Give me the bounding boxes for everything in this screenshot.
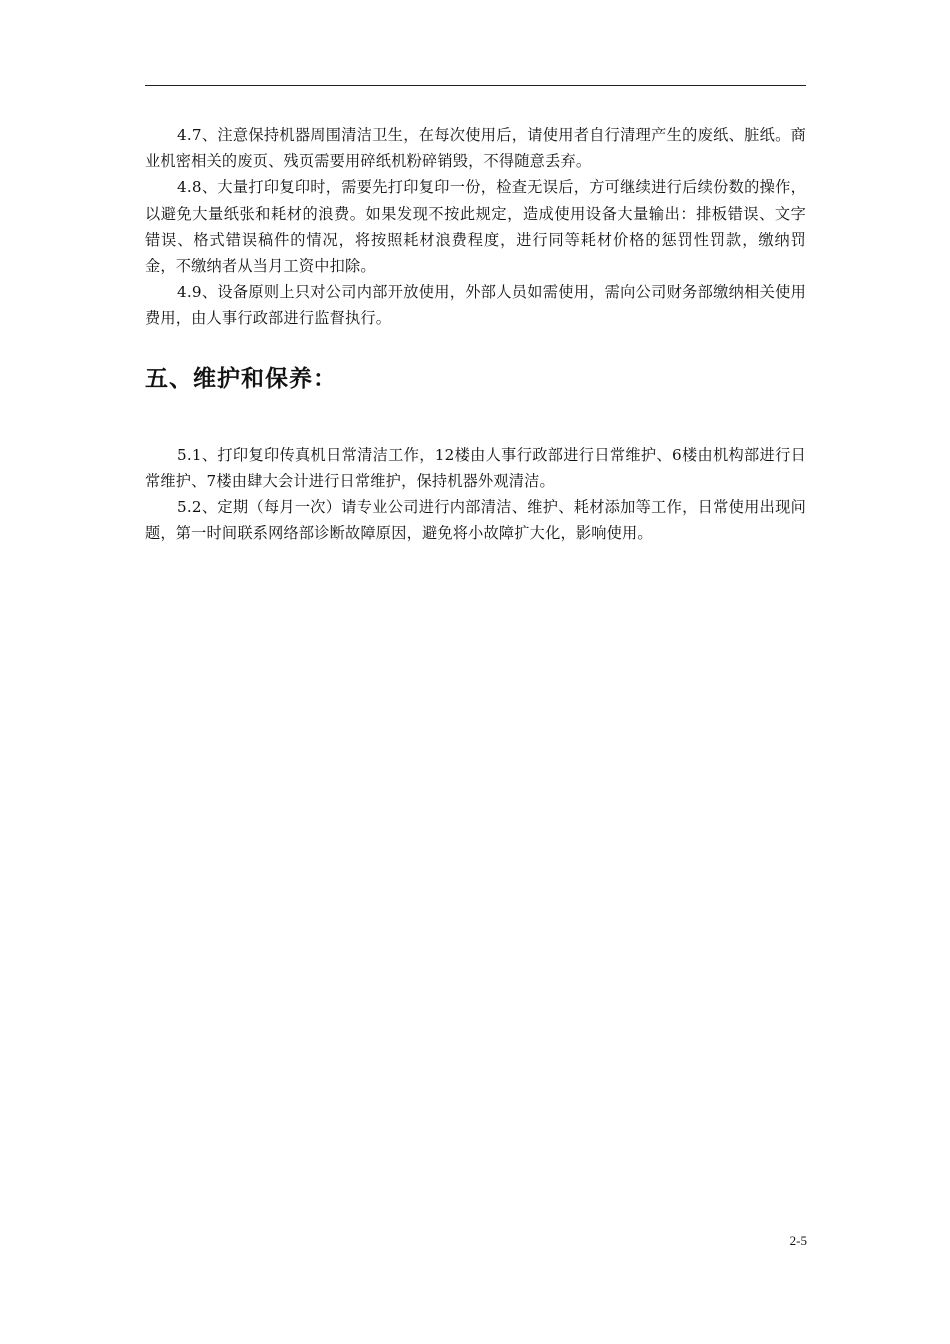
page-number: 2-5	[789, 1233, 807, 1248]
paragraph-5-1: 5.1、打印复印传真机日常清洁工作，12楼由人事行政部进行日常维护、6楼由机构部进行日常维护、7楼由肆大会计进行日常维护，保持机器外观清洁。	[145, 445, 806, 490]
paragraph-4-8: 4.8、大量打印复印时，需要先打印复印一份，检查无误后，方可继续进行后续份数的操作，以避免大量纸张和耗材的浪费。如果发现不按此规定，造成使用设备大量输出：排板错误、文字错误、格式错误稿件的情况，将按照耗材浪费程度，进行同等耗材价格的惩罚性罚款，缴纳罚金，不缴纳者从当月工资中扣除。	[145, 178, 806, 276]
paragraph-4-9: 4.9、设备原则上只对公司内部开放使用，外部人员如需使用，需向公司财务部缴纳相关使用费用，由人事行政部进行监督执行。	[145, 283, 806, 328]
page-content	[145, 122, 806, 546]
paragraph-5-2: 5.2、定期（每月一次）请专业公司进行内部清洁、维护、耗材添加等工作，日常使用出现问题，第一时间联系网络部诊断故障原因，避免将小故障扩大化，影响使用。	[145, 498, 806, 543]
header-rule	[145, 85, 806, 86]
paragraph-4-7: 4.7、注意保持机器周围清洁卫生，在每次使用后，请使用者自行清理产生的废纸、脏纸。商业机密相关的废页、残页需要用碎纸机粉碎销毁，不得随意丢弃。	[145, 126, 806, 171]
section-heading-maintenance: 五、维护和保养：	[145, 365, 337, 392]
